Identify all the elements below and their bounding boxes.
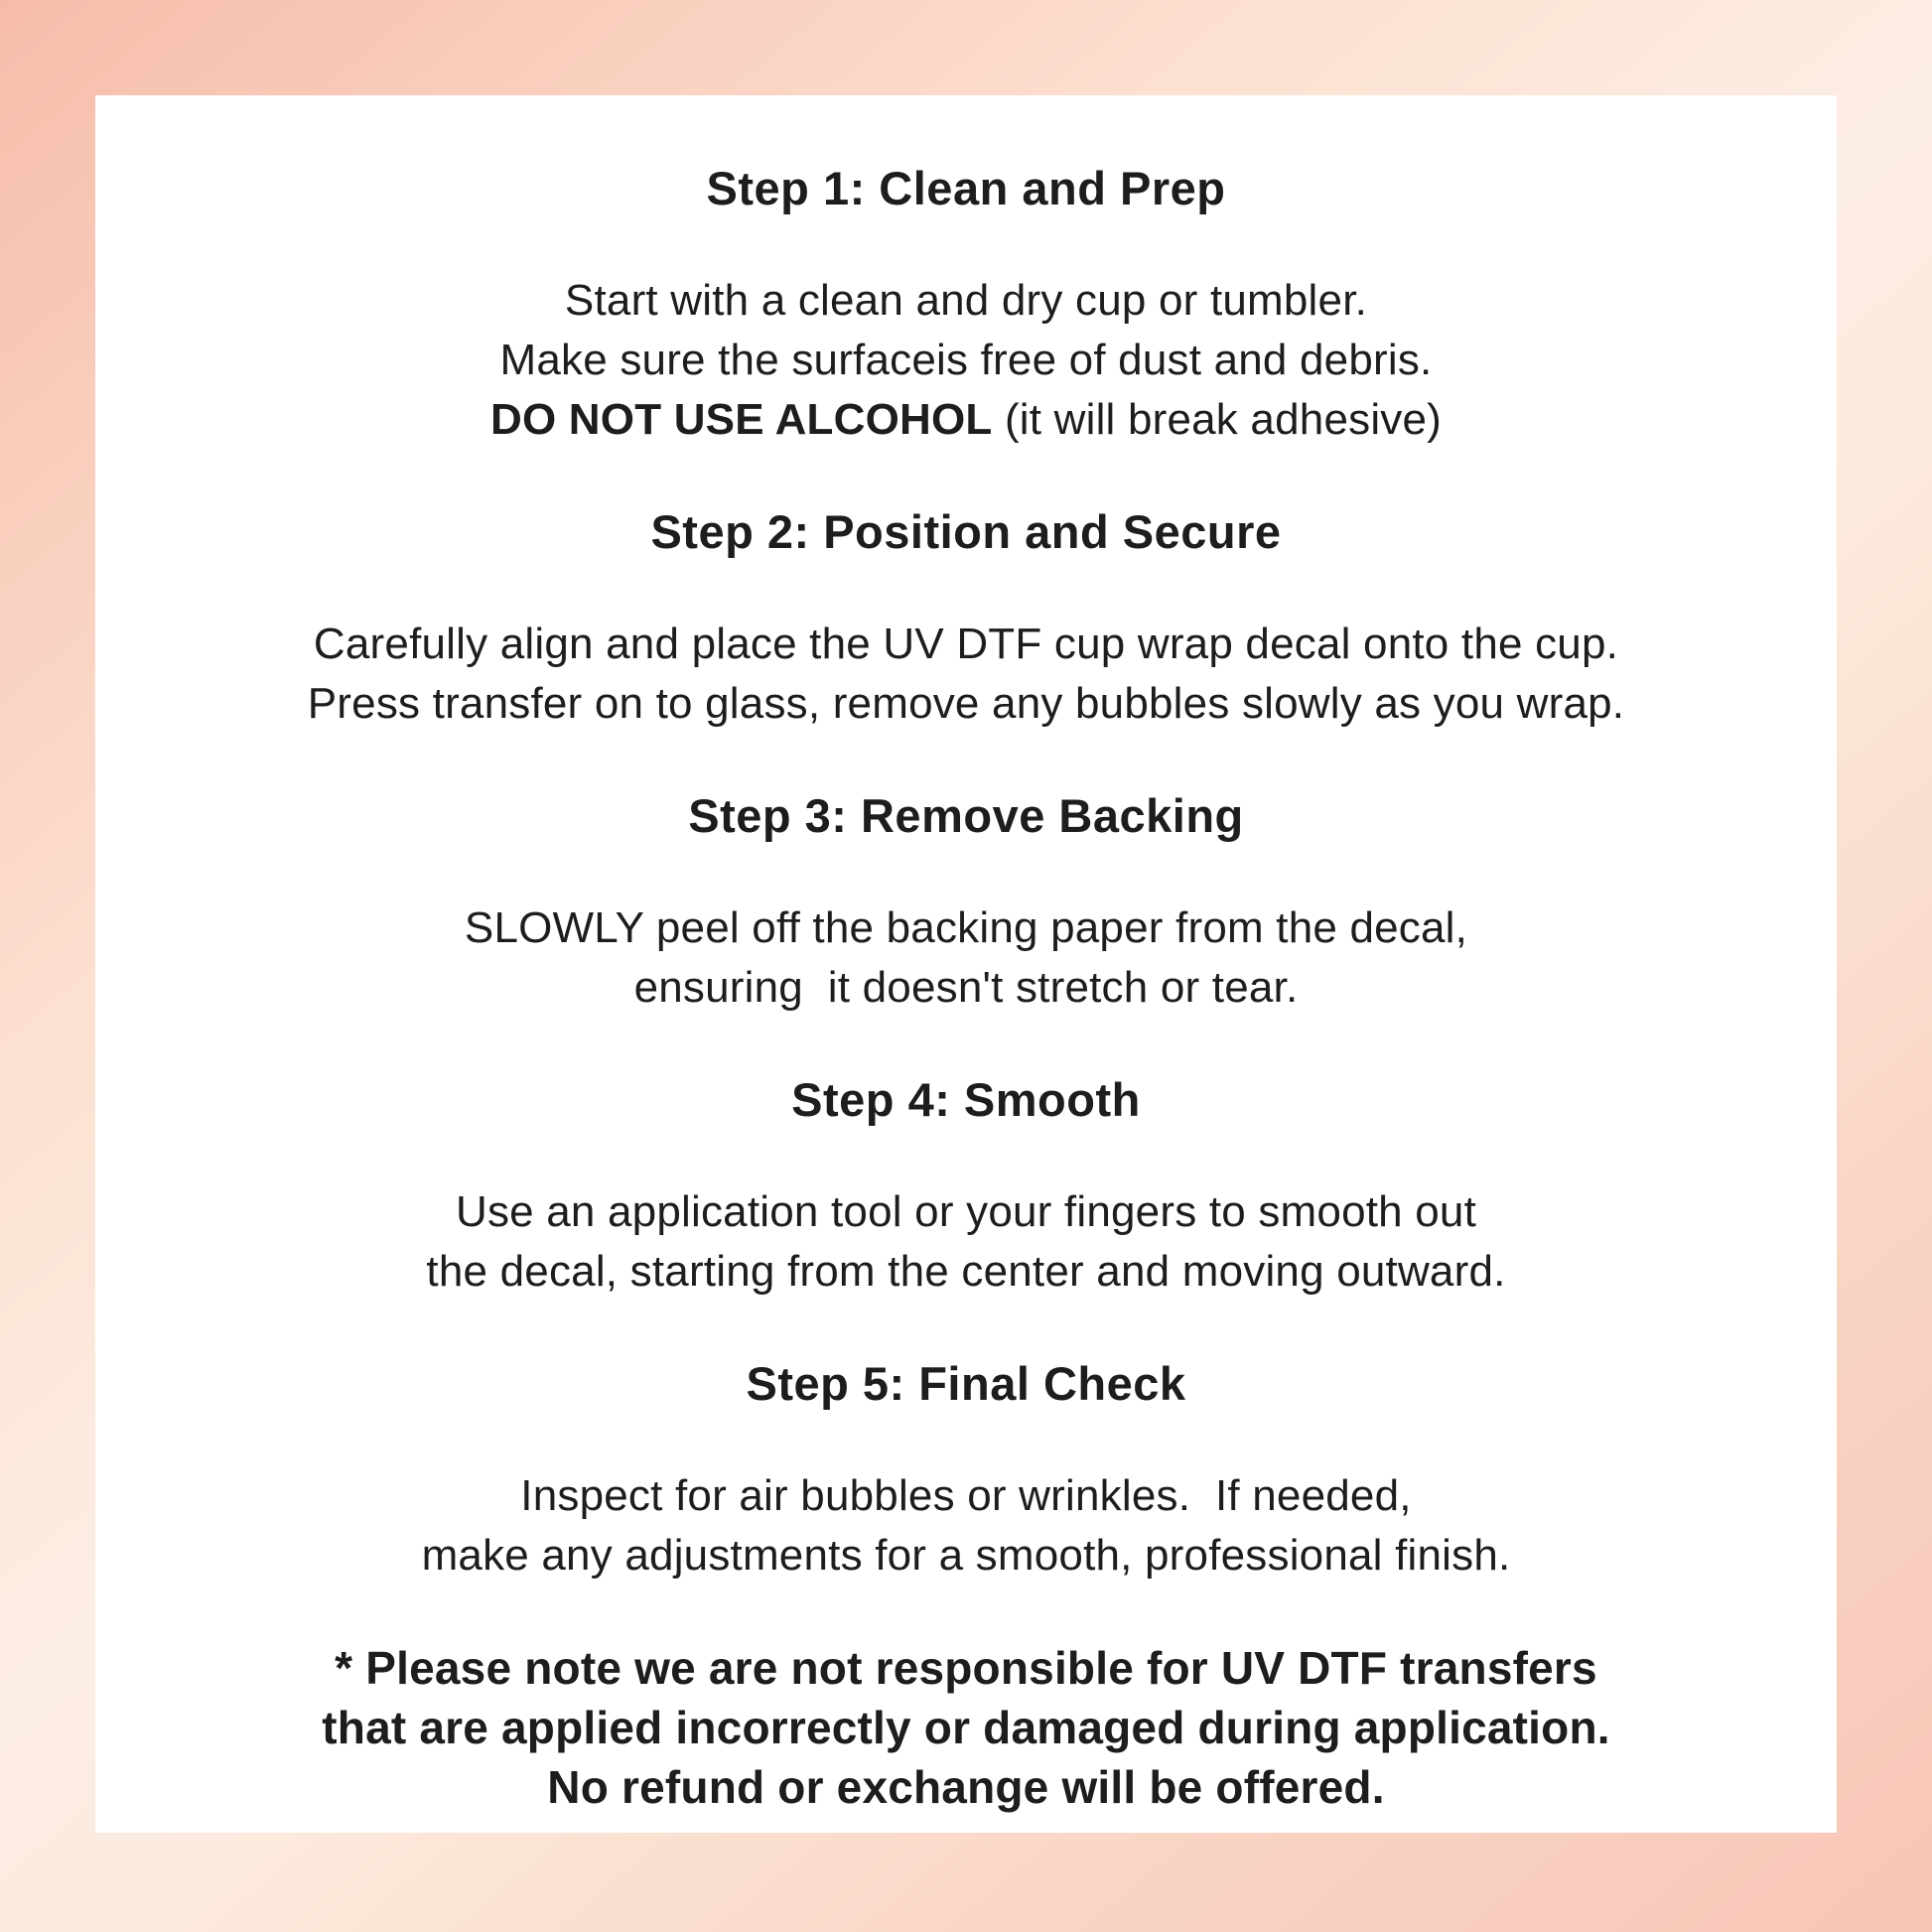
step-2-section <box>135 502 1797 734</box>
disclaimer-line: that are applied incorrectly or damaged during application. <box>322 1702 1610 1753</box>
step-3-section <box>135 786 1797 1018</box>
alcohol-warning-bold: DO NOT USE ALCOHOL <box>489 395 993 444</box>
instruction-line: Make sure the surfaceis free of dust and debris. <box>499 336 1433 384</box>
instruction-line: Inspect for air bubbles or wrinkles. If needed, <box>520 1471 1412 1520</box>
instruction-line: ensuring it doesn't stretch or tear. <box>633 963 1299 1012</box>
disclaimer-line: No refund or exchange will be offered. <box>547 1761 1385 1813</box>
step-5-section <box>135 1354 1797 1586</box>
step-1-heading: Step 1: Clean and Prep <box>706 162 1226 214</box>
instruction-line: Start with a clean and dry cup or tumbler. <box>564 276 1368 325</box>
instruction-line: the decal, starting from the center and moving outward. <box>426 1247 1506 1296</box>
instruction-line: Carefully align and place the UV DTF cup wrap decal onto the cup. <box>313 620 1619 668</box>
step-4-section <box>135 1070 1797 1302</box>
step-4-heading: Step 4: Smooth <box>791 1073 1141 1126</box>
instructions-card <box>95 95 1837 1833</box>
step-3-body <box>135 898 1797 1018</box>
disclaimer-note <box>135 1638 1797 1817</box>
step-4-body <box>135 1182 1797 1302</box>
instruction-line-alcohol-warning <box>135 390 1797 450</box>
step-1-body <box>135 271 1797 450</box>
step-2-body <box>135 615 1797 734</box>
instruction-line: Press transfer on to glass, remove any bubbles slowly as you wrap. <box>307 679 1625 728</box>
step-1-section <box>135 159 1797 450</box>
instruction-line: make any adjustments for a smooth, professional finish. <box>421 1531 1511 1580</box>
instruction-line: SLOWLY peel off the backing paper from the decal, <box>464 903 1468 952</box>
step-3-heading: Step 3: Remove Backing <box>688 789 1244 842</box>
step-2-heading: Step 2: Position and Secure <box>650 505 1282 558</box>
disclaimer-line: * Please note we are not responsible for UV DTF transfers <box>335 1642 1597 1694</box>
alcohol-warning-rest: (it will break adhesive) <box>992 395 1443 444</box>
step-5-heading: Step 5: Final Check <box>746 1357 1186 1410</box>
step-5-body <box>135 1466 1797 1586</box>
instruction-line: Use an application tool or your fingers to smooth out <box>455 1187 1477 1236</box>
